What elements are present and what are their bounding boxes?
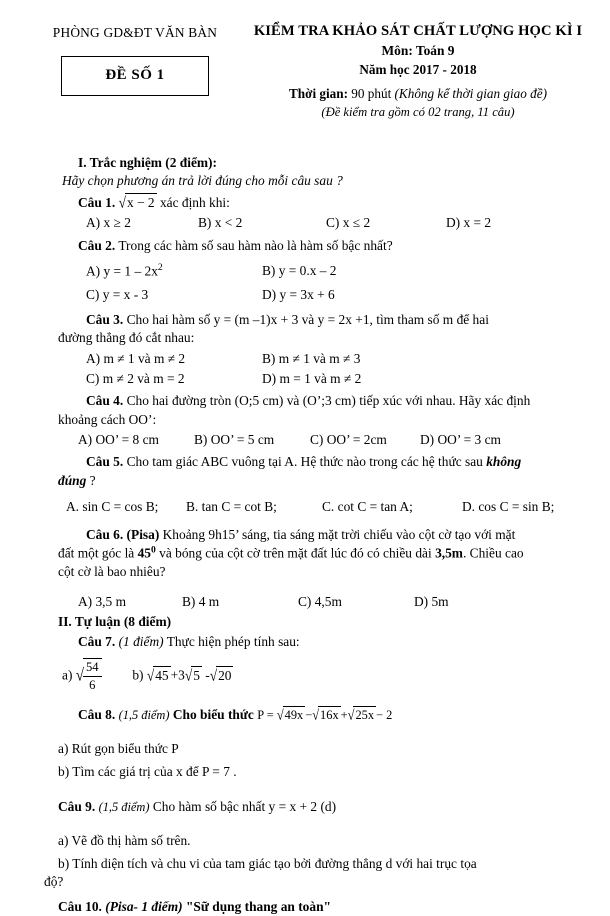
question-6-option-b: B) 4 m bbox=[182, 594, 220, 610]
question-8 bbox=[22, 706, 588, 724]
question-5-emph: không bbox=[486, 454, 522, 470]
question-10-label: Câu 10. bbox=[58, 899, 102, 915]
question-3-option-b: B) m ≠ 1 và m ≠ 3 bbox=[262, 351, 361, 367]
part1-instruction: Hãy chọn phương án trả lời đúng cho mỗi câu sau ? bbox=[62, 173, 343, 189]
question-1-options bbox=[22, 214, 588, 232]
question-6-frag-c: và bóng của cột cờ trên mặt đất lúc đó có chiều dài bbox=[155, 545, 436, 561]
question-2 bbox=[22, 237, 588, 255]
question-7b-expr-1: √45 bbox=[146, 666, 169, 684]
question-6-frag-a: đất một góc là bbox=[58, 545, 138, 561]
question-4 bbox=[22, 392, 588, 410]
question-5-option-c: C. cot C = tan A; bbox=[322, 498, 413, 514]
question-5-options bbox=[22, 498, 588, 516]
question-5-text-cont bbox=[22, 472, 588, 490]
question-8-expr: P = √49x −√16x +√25x − 2 bbox=[257, 707, 393, 724]
question-7b-op2: - bbox=[205, 667, 210, 683]
question-6-angle-degree: 0 bbox=[150, 544, 156, 556]
question-2-option-d: D) y = 3x + 6 bbox=[262, 286, 335, 302]
question-1-option-a: A) x ≥ 2 bbox=[86, 215, 131, 231]
exam-duration-value: 90 phút bbox=[351, 86, 392, 102]
question-3-option-d: D) m = 1 và m ≠ 2 bbox=[262, 370, 362, 386]
question-9-points: (1,5 điểm) bbox=[98, 800, 150, 815]
exam-school-year: Năm học 2017 - 2018 bbox=[359, 61, 477, 77]
question-7b-op1: +3 bbox=[170, 667, 185, 683]
part2-title: II. Tự luận (8 điểm) bbox=[58, 613, 172, 629]
exam-duration-label: Thời gian: bbox=[289, 86, 348, 102]
question-7a-label: a) bbox=[62, 667, 73, 683]
question-4-label: Câu 4. bbox=[86, 393, 124, 409]
question-6-length: 3,5m bbox=[435, 545, 463, 561]
question-7-text: Thực hiện phép tính sau: bbox=[166, 634, 300, 650]
header-left-block bbox=[22, 18, 248, 96]
question-8a: a) Rút gọn biểu thức P bbox=[58, 741, 179, 757]
question-9b: b) Tính diện tích và chu vi của tam giác tạo bởi đường thẳng d với hai trục tọa bbox=[58, 855, 477, 871]
question-6-option-d: D) 5m bbox=[414, 594, 449, 610]
question-6-option-c: C) 4,5m bbox=[298, 594, 342, 610]
question-7b-expr-3: √20 bbox=[209, 666, 232, 684]
question-9a: a) Vẽ đồ thị hàm số trên. bbox=[58, 833, 191, 849]
question-6-frag-e: . Chiều cao bbox=[462, 545, 524, 561]
question-4-options bbox=[22, 431, 588, 449]
question-10-points: (Pisa- 1 điểm) bbox=[105, 899, 183, 915]
question-5-option-a: A. sin C = cos B; bbox=[66, 498, 159, 514]
exam-code-box: ĐỀ SỐ 1 bbox=[61, 56, 209, 96]
question-1-text: xác định khi: bbox=[159, 194, 230, 210]
question-9 bbox=[22, 798, 588, 816]
question-8-text: Cho biểu thức bbox=[172, 707, 254, 723]
exam-duration-line bbox=[248, 85, 588, 102]
question-4-text: Cho hai đường tròn (O;5 cm) và (O’;3 cm) tiếp xúc với nhau. Hãy xác định bbox=[126, 393, 531, 409]
question-3-option-c: C) m ≠ 2 và m = 2 bbox=[86, 370, 185, 386]
question-2-options-row1 bbox=[22, 262, 588, 280]
question-7b-label: b) bbox=[132, 667, 144, 683]
question-7-label: Câu 7. bbox=[78, 634, 116, 650]
question-3-text-cont: đường thẳng đó cắt nhau: bbox=[58, 330, 195, 346]
part1-title: I. Trắc nghiệm (2 điểm): bbox=[78, 155, 217, 171]
question-6-options bbox=[22, 593, 588, 611]
question-4-option-b: B) OO’ = 5 cm bbox=[194, 431, 275, 447]
exam-title: KIỂM TRA KHẢO SÁT CHẤT LƯỢNG HỌC KÌ I bbox=[253, 23, 583, 39]
department-name: PHÒNG GD&ĐT VĂN BÀN bbox=[52, 25, 218, 40]
question-6-text: Khoảng 9h15’ sáng, tia sáng mặt trời chiếu vào cột cờ tạo với mặt bbox=[162, 526, 516, 542]
question-2-options-row2 bbox=[22, 286, 588, 304]
question-7-points: (1 điểm) bbox=[118, 634, 164, 650]
exam-subject: Môn: Toán 9 bbox=[381, 43, 455, 59]
question-3-option-a: A) m ≠ 1 và m ≠ 2 bbox=[86, 351, 186, 367]
question-9b-cont: độ? bbox=[44, 874, 64, 890]
question-6-angle: 45 bbox=[137, 545, 151, 561]
question-2-text: Trong các hàm số sau hàm nào là hàm số bậc nhất? bbox=[118, 238, 393, 254]
question-9-text: Cho hàm số bậc nhất y = x + 2 (d) bbox=[152, 799, 337, 815]
question-7 bbox=[22, 633, 588, 651]
question-4-text-cont: khoảng cách OO’: bbox=[58, 412, 157, 428]
question-8b: b) Tìm các giá trị của x để P = 7 . bbox=[58, 763, 237, 779]
question-1-option-d: D) x = 2 bbox=[446, 215, 492, 231]
question-2-label: Câu 2. bbox=[78, 238, 116, 254]
question-8-label: Câu 8. bbox=[78, 707, 116, 723]
question-5-option-d: D. cos C = sin B; bbox=[462, 498, 555, 514]
question-1-option-c: C) x ≤ 2 bbox=[326, 215, 371, 231]
header-right-block bbox=[248, 18, 588, 120]
question-5 bbox=[22, 453, 588, 471]
question-10-title: "Sữ dụng thang an toàn" bbox=[185, 899, 331, 915]
exam-duration-note: (Không kể thời gian giao đề) bbox=[394, 86, 547, 102]
question-9-label: Câu 9. bbox=[58, 799, 96, 815]
document-header bbox=[22, 18, 588, 120]
question-1-radical: √x − 2 bbox=[118, 193, 155, 211]
question-5-emph2: đúng bbox=[58, 473, 87, 489]
question-6-text-cont2: cột cờ là bao nhiêu? bbox=[58, 564, 166, 580]
question-1 bbox=[22, 193, 588, 212]
question-4-option-c: C) OO’ = 2cm bbox=[310, 431, 387, 447]
question-6-text-cont bbox=[22, 544, 588, 562]
question-1-option-b: B) x < 2 bbox=[198, 215, 243, 231]
exam-paper-note: (Đề kiểm tra gồm có 02 trang, 11 câu) bbox=[321, 104, 515, 119]
question-7a-expr: √ $\frac{54}{6}$ bbox=[76, 659, 104, 694]
question-5-qmark: ? bbox=[89, 473, 96, 489]
question-2-option-c: C) y = x - 3 bbox=[86, 286, 149, 302]
question-2-option-a: A) $y = 1 - 2x^2$ bbox=[86, 261, 163, 279]
question-3-label: Câu 3. bbox=[86, 311, 124, 327]
document-body bbox=[22, 154, 588, 915]
question-2-option-b: B) y = 0.x – 2 bbox=[262, 262, 337, 278]
question-3-options-row1 bbox=[22, 350, 588, 368]
question-3-text: Cho hai hàm số y = (m –1)x + 3 và y = 2x +1, tìm tham số m để hai bbox=[126, 311, 489, 327]
question-5-option-b: B. tan C = cot B; bbox=[186, 498, 277, 514]
question-3-options-row2 bbox=[22, 370, 588, 388]
question-4-option-d: D) OO’ = 3 cm bbox=[420, 431, 501, 447]
question-4-option-a: A) OO’ = 8 cm bbox=[78, 431, 159, 447]
question-10 bbox=[22, 898, 588, 916]
question-5-label: Câu 5. bbox=[86, 454, 124, 470]
question-1-label: Câu 1. bbox=[78, 194, 116, 210]
question-3 bbox=[22, 311, 588, 329]
question-7-expressions bbox=[22, 659, 588, 694]
question-6-option-a: A) 3,5 m bbox=[78, 594, 126, 610]
question-8-points: (1,5 điểm) bbox=[118, 708, 170, 723]
question-6 bbox=[22, 526, 588, 544]
question-5-text: Cho tam giác ABC vuông tại A. Hệ thức nào trong các hệ thức sau bbox=[126, 454, 483, 470]
question-7b-expr-2: √5 bbox=[184, 666, 200, 684]
question-6-label: Câu 6. (Pisa) bbox=[86, 526, 160, 542]
